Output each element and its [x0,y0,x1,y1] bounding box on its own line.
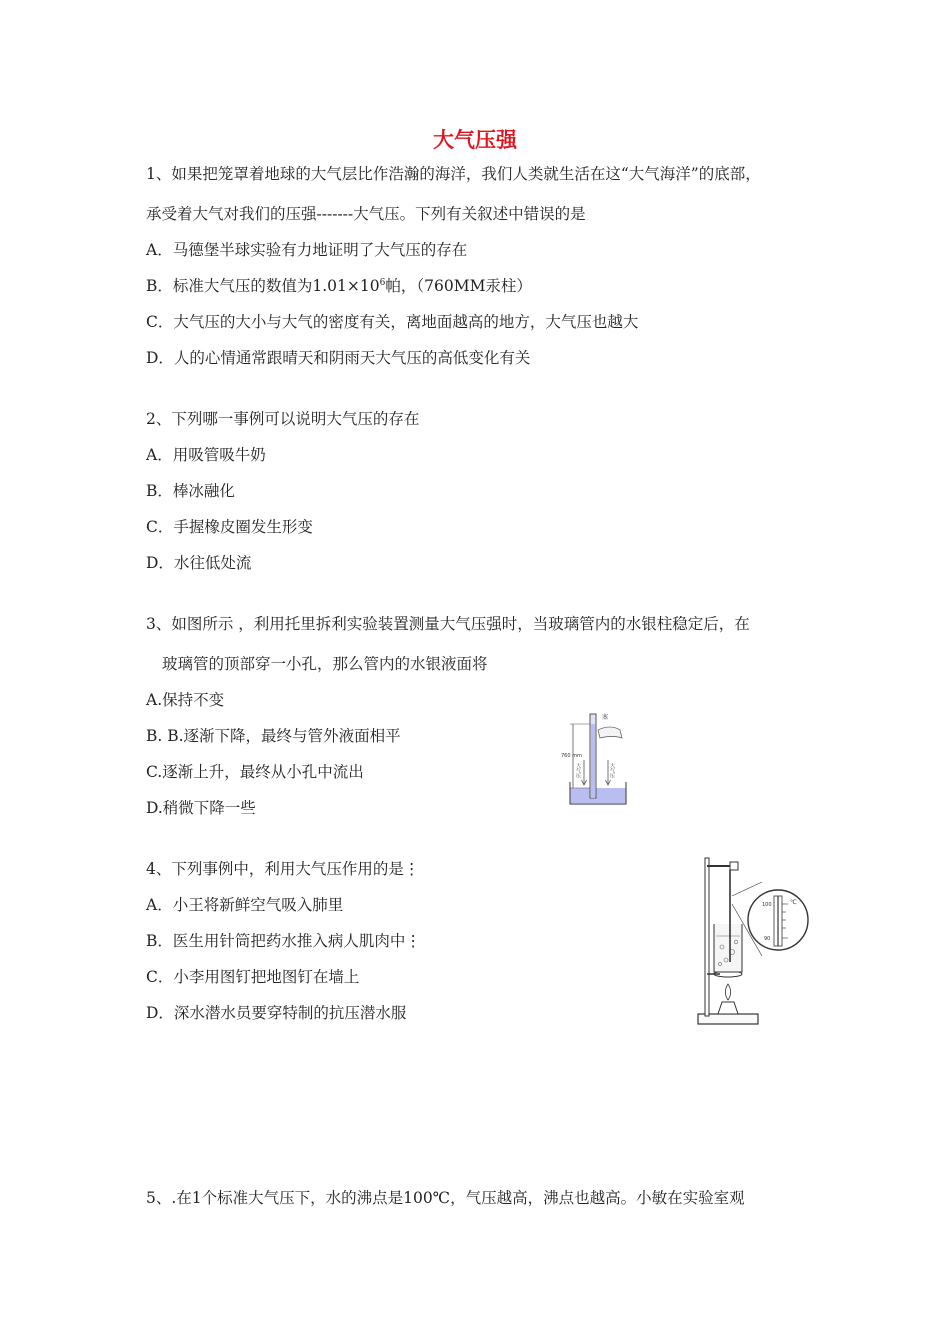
q1-stem-line2: 承受着大气对我们的压强-------大气压。下列有关叙述中错误的是 [146,205,586,223]
q3-option-d: D.稍微下降一些 [146,799,256,817]
q4-option-b: B．医生用针筒把药水推入病人肌肉中⋮ [146,932,421,950]
mercury-trough-liquid [570,788,626,803]
q3-stem-line2: 玻璃管的顶部穿一小孔，那么管内的水银液面将 [162,655,488,673]
q3-option-a: A.保持不变 [146,691,225,709]
q4-option-c: C．小李用图钉把地图钉在墙上 [146,968,360,986]
q4-option-d: D．深水潜水员要穿特制的抗压潜水服 [146,1004,407,1022]
stand-rod [705,858,709,1016]
q1-option-b [146,276,532,296]
q1-option-c: C．大气压的大小与大气的密度有关，离地面越高的地方，大气压也越大 [146,313,639,331]
q2-stem: 2、下列哪一事例可以说明大气压的存在 [146,410,420,428]
q4-option-a: A．小王将新鲜空气吸入肺里 [146,896,344,914]
scale-tick-top: 100 [762,902,772,908]
pressure-label-left: 大气压 [575,763,581,778]
stopper-label: 塞 [602,714,609,721]
beaker [714,924,742,972]
pressure-label-right: 大气压 [609,763,615,778]
alcohol-lamp [718,1002,738,1014]
q3-option-b: B. B.逐渐下降，最终与管外液面相平 [146,727,401,745]
q2-option-d: D．水往低处流 [146,554,252,572]
q2-option-c: C．手握橡皮圈发生形变 [146,518,313,536]
q2-option-b: B．棒冰融化 [146,482,235,500]
q4-stem: 4、下列事例中，利用大气压作用的是⋮ [146,860,420,878]
q1-option-b-main: B．标准大气压的数值为1.01×10 [146,277,380,295]
torricelli-experiment-figure [560,708,632,808]
scale-tick-bottom: 90 [764,936,771,942]
q3-option-c: C.逐渐上升，最终从小孔中流出 [146,763,364,781]
scale-unit: ℃ [790,899,797,906]
page-title: 大气压强 [433,128,517,152]
q1-option-d: D．人的心情通常跟晴天和阴雨天大气压的高低变化有关 [146,349,531,367]
q1-option-b-exponent: 6 [379,277,386,288]
height-label: 760 mm [561,753,582,759]
q5-stem-line1: 5、.在1个标准大气压下，水的沸点是100℃，气压越高，沸点也越高。小敏在实验室观 [146,1189,745,1207]
q1-option-a: A．马德堡半球实验有力地证明了大气压的存在 [146,241,468,259]
q3-stem-line1: 3、如图所示 ，利用托里拆利实验装置测量大气压强时，当玻璃管内的水银柱稳定后，在 [146,615,750,633]
mercury-column [591,724,595,798]
q2-option-a: A．用吸管吸牛奶 [146,446,266,464]
q1-stem-line1: 1、如果把笼罩着地球的大气层比作浩瀚的海洋，我们人类就生活在这“大气海洋”的底部， [146,165,761,183]
boiling-water-apparatus-figure [692,852,810,1030]
hand-icon [598,727,622,738]
flame-icon [725,984,730,1000]
q1-option-b-unit: 帕，（760MM汞柱） [385,277,532,295]
